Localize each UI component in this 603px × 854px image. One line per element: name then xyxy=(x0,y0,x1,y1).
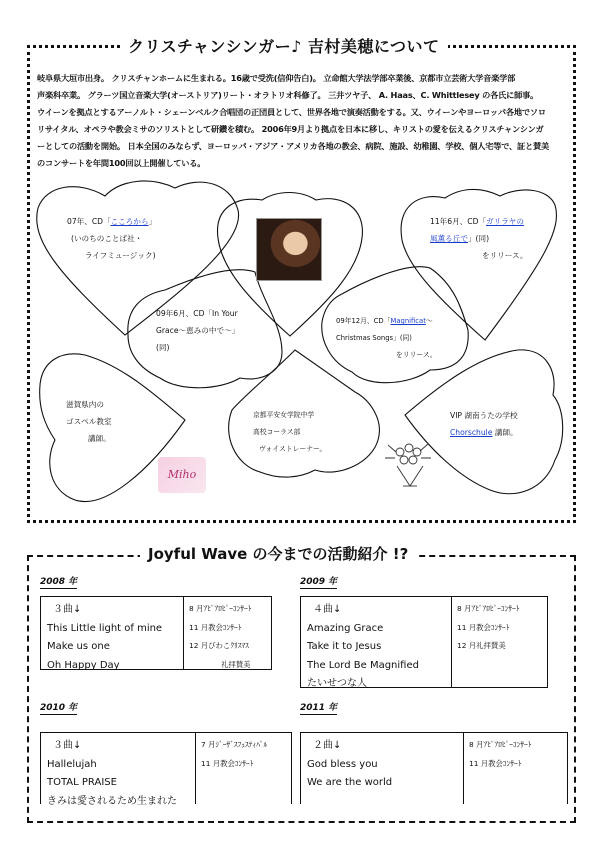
year-label-2011: 2011 年 xyxy=(300,703,338,713)
year-box-2011 xyxy=(300,732,568,804)
event-item: 12 月びわこｸﾘｽﾏｽ xyxy=(189,641,249,650)
song-item: TOTAL PRAISE xyxy=(47,777,117,788)
heart-text-vip: VIP 湖南うたの学校 Chorschule 講師。 xyxy=(450,411,518,437)
song-item: Take it to Jesus xyxy=(307,641,382,652)
song-item: We are the world xyxy=(307,777,393,788)
event-item: 11 月教会ｺﾝｻｰﾄ xyxy=(469,758,522,768)
song-count: ２曲↓ xyxy=(313,740,342,751)
song-item: きみは愛されるため生まれた xyxy=(47,795,177,807)
song-item: God bless you xyxy=(307,758,378,770)
bio-line: 声楽科卒業。 グラーツ国立音楽大学(オーストリア)リート・オラトリオ科修了。 三井ツヤ子、 A. Haas、C. Whittlesey の各氏に師事。 xyxy=(37,90,539,100)
cd-galilee-link-2[interactable]: 風薫る丘で xyxy=(430,234,468,243)
event-item: 8 月ｱﾋﾟｱﾛﾋﾟｰｺﾝｻｰﾄ xyxy=(457,604,520,613)
cd-galilee-link[interactable]: ガリラヤの xyxy=(486,217,524,226)
singer-photo xyxy=(256,218,322,281)
event-item: 7 月ｼﾞｰｻﾞｽﾌｪｽﾃｨﾊﾞﾙ xyxy=(201,740,268,749)
song-item: The Lord Be Magnified xyxy=(307,659,419,671)
chorschule-link[interactable]: Chorschule xyxy=(450,428,493,437)
song-item: Hallelujah xyxy=(47,758,97,770)
event-item: 12 月礼拝賛美 xyxy=(457,641,506,650)
song-list xyxy=(41,597,162,675)
song-count: ３曲↓ xyxy=(53,740,82,751)
cd-magnificat-link[interactable]: Magnificat xyxy=(390,317,426,325)
song-list xyxy=(301,597,419,694)
signature-logo: Miho xyxy=(158,457,206,493)
bouquet-doodle xyxy=(385,444,431,486)
song-item: Make us one xyxy=(47,641,110,652)
event-list xyxy=(183,597,271,669)
heart-text-cd-2009-06: 09年6月、CD「In Your Grace～恵みの中で～」 (同) xyxy=(156,309,240,352)
year-label-2010: 2010 年 xyxy=(40,703,78,713)
bio-line: のコンサートを年間100回以上開催している。 xyxy=(37,158,206,168)
song-count: ４曲↓ xyxy=(313,604,342,615)
event-item: 11 月教会ｺﾝｻｰﾄ xyxy=(189,622,242,632)
bio-line: ウイーンを拠点とするアーノルト・シェーンベルク合唱団の正団員として、世界各地で演奏活動をする。又、ウイーンやヨーロッパ各地でソロ xyxy=(37,107,546,117)
heart-text-cd-2011: 11年6月、CD「ガリラヤの 風薫る丘で」(同) をリリース。 xyxy=(430,217,528,260)
song-list xyxy=(301,733,392,793)
heart-text-cd-2009-12: 09年12月、CD「Magnificat～ Christmas Songs」(同) をリリース。 xyxy=(336,317,437,359)
bio-line: 岐阜県大垣市出身。 クリスチャンホームに生まれる。16歳で受洗(信仰告白)。 立命館大学法学部卒業後、京都市立芸術大学音楽学部 xyxy=(37,73,516,83)
cd-kokorokara-link[interactable]: こころから xyxy=(110,217,149,226)
event-list xyxy=(195,733,291,804)
activity-title: Joyful Wave の今までの活動紹介 !? xyxy=(140,543,416,565)
year-label-2009: 2009 年 xyxy=(300,577,338,587)
event-item: 8 月ｱﾋﾟｱﾛﾋﾟｰｺﾝｻｰﾄ xyxy=(189,604,252,613)
event-item: 11 月教会ｺﾝｻｰﾄ xyxy=(457,622,510,632)
event-list xyxy=(451,597,547,687)
song-item: たいせつな人 xyxy=(307,678,367,689)
event-item: 礼拝賛美 xyxy=(221,659,251,669)
song-list xyxy=(41,733,177,811)
event-item: 8 月ｱﾋﾟｱﾛﾋﾟｰｺﾝｻｰﾄ xyxy=(469,740,532,749)
song-count: ３曲↓ xyxy=(53,604,82,615)
year-box-2008 xyxy=(40,596,272,670)
bio-title: クリスチャンシンガー♪ 吉村美穂について xyxy=(120,35,448,59)
event-item: 11 月教会ｺﾝｻｰﾄ xyxy=(201,758,254,768)
heart-text-cd-2007: 07年、CD「こころから」 (いのちのことば社・ ライフミュージック) xyxy=(67,217,157,260)
bio-line: ーとしての活動を開始。 日本全国のみならず、ヨーロッパ・アジア・アメリカ各地の教会、病院、施設、幼稚園、学校、個人宅等で、証と賛美 xyxy=(37,141,549,151)
heart-text-heian: 京都平安女学院中学 高校コーラス部 ヴォイストレーナー。 xyxy=(253,411,327,453)
event-list xyxy=(463,733,567,804)
song-item: Amazing Grace xyxy=(307,622,384,634)
year-box-2010 xyxy=(40,732,292,807)
year-label-2008: 2008 年 xyxy=(40,577,78,587)
song-item: Oh Happy Day xyxy=(47,659,120,671)
year-box-2009 xyxy=(300,596,548,688)
heart-text-gospel: 滋賀県内の ゴスペル教室 講師。 xyxy=(66,400,112,443)
bio-line: リサイタル、オペラや教会ミサのソリストとして研鑽を積む。 2006年9月より拠点を日本に移し、キリストの愛を伝えるクリスチャンシンガ xyxy=(37,124,544,134)
song-item: This Little light of mine xyxy=(47,622,163,634)
